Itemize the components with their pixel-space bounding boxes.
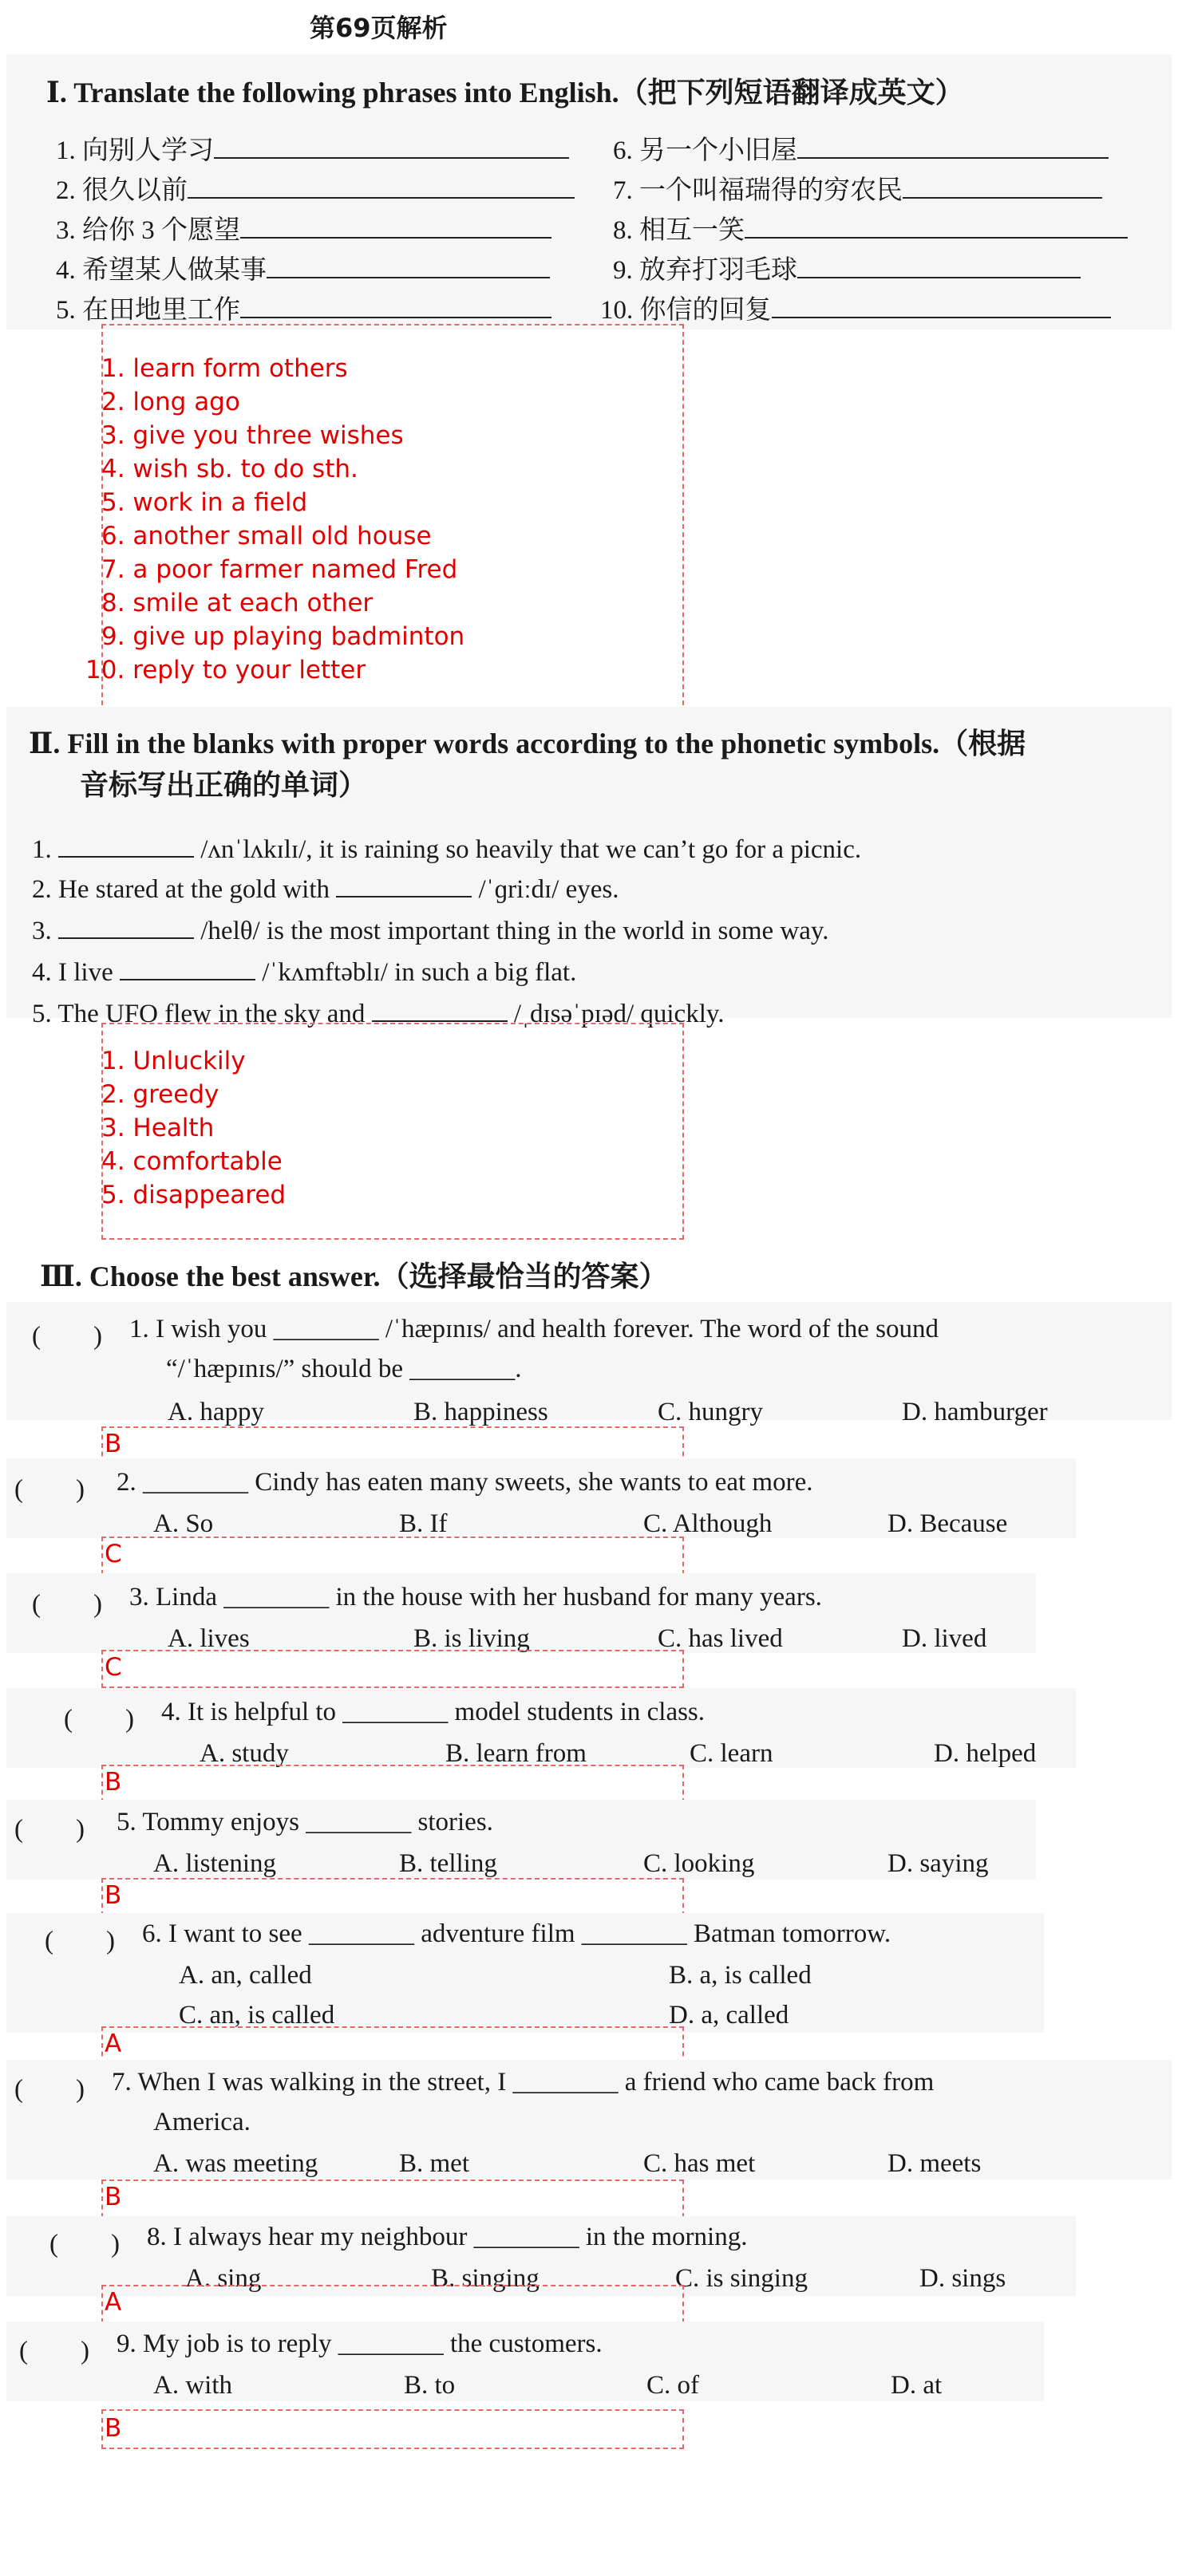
phrase-8: 8. 相互一笑 xyxy=(613,209,1128,247)
q8-answer: A xyxy=(105,2288,122,2317)
q5-option-d: D. saying xyxy=(887,1849,989,1878)
answer-1-6: 6. another small old house xyxy=(101,522,432,550)
q7-option-a: A. was meeting xyxy=(153,2149,318,2178)
q5-paren[interactable]: ( ) xyxy=(14,1815,85,1844)
q7-answer: B xyxy=(105,2183,122,2211)
q5-option-a: A. listening xyxy=(153,1849,276,1878)
q7-text-line2: America. xyxy=(153,2108,251,2136)
q8-answer-box xyxy=(101,2285,684,2323)
answer-2-2: 2. greedy xyxy=(101,1080,219,1109)
answer-1-5: 5. work in a field xyxy=(101,488,308,517)
q4-option-b: B. learn from xyxy=(445,1739,587,1768)
q3-option-b: B. is living xyxy=(413,1624,530,1653)
q9-text: 9. My job is to reply ________ the customers. xyxy=(117,2329,603,2358)
q7-paren[interactable]: ( ) xyxy=(14,2075,85,2104)
section2-heading-line2: 音标写出正确的单词） xyxy=(80,769,368,801)
phrase-9: 9. 放弃打羽毛球 xyxy=(613,249,1081,286)
q6-option-b: B. a, is called xyxy=(669,1961,812,1990)
section3-heading: Ⅲ. Choose the best answer.（选择最恰当的答案） xyxy=(40,1260,668,1292)
q1-text-line2: “/ˈhæpɪnɪs/” should be ________. xyxy=(166,1355,522,1383)
section2-heading-line1: Ⅱ. Fill in the blanks with proper words according to the phonetic symbols.（根据 xyxy=(29,728,1026,759)
q3-option-a: A. lives xyxy=(168,1624,250,1653)
q9-option-a: A. with xyxy=(153,2371,232,2400)
q1-option-d: D. hamburger xyxy=(902,1398,1048,1426)
q5-answer-box xyxy=(101,1878,684,1916)
q5-text: 5. Tommy enjoys ________ stories. xyxy=(117,1808,493,1836)
answer-2-3: 3. Health xyxy=(101,1114,215,1142)
q6-answer: A xyxy=(105,2030,122,2058)
q8-option-d: D. sings xyxy=(919,2264,1006,2293)
q5-option-b: B. telling xyxy=(399,1849,497,1878)
answer-1-8: 8. smile at each other xyxy=(101,589,374,617)
q8-text: 8. I always hear my neighbour ________ in the morning. xyxy=(147,2223,748,2251)
phrase-2: 2. 很久以前 xyxy=(56,169,575,207)
answer-2-5: 5. disappeared xyxy=(101,1181,287,1209)
q6-answer-box xyxy=(101,2026,684,2065)
q8-option-a: A. sing xyxy=(185,2264,262,2293)
q8-paren[interactable]: ( ) xyxy=(49,2230,120,2258)
q7-option-b: B. met xyxy=(399,2149,469,2178)
q2-option-c: C. Although xyxy=(643,1509,773,1538)
q3-answer-box xyxy=(101,1650,684,1688)
answer-1-4: 4. wish sb. to do sth. xyxy=(101,455,358,483)
q2-text: 2. ________ Cindy has eaten many sweets, she wants to eat more. xyxy=(117,1468,813,1497)
q6-paren[interactable]: ( ) xyxy=(45,1927,115,1955)
phrase-1: 1. 向别人学习 xyxy=(56,129,569,167)
q2-answer: C xyxy=(105,1540,122,1568)
q4-answer-box xyxy=(101,1765,684,1803)
answer-1-3: 3. give you three wishes xyxy=(101,421,404,450)
q9-answer-box xyxy=(101,2409,684,2449)
phrase-6: 6. 另一个小旧屋 xyxy=(613,129,1109,167)
phrase-5: 5. 在田地里工作 xyxy=(56,289,551,326)
answer-1-1: 1. learn form others xyxy=(101,354,348,383)
q4-option-a: A. study xyxy=(200,1739,289,1768)
q7-option-d: D. meets xyxy=(887,2149,982,2178)
answer-1-7: 7. a poor farmer named Fred xyxy=(101,555,458,584)
q6-option-c: C. an, is called xyxy=(179,2001,335,2030)
q3-option-c: C. has lived xyxy=(658,1624,783,1653)
fill-item-3: 3. /helθ/ is the most important thing in the world in some way. xyxy=(32,911,829,946)
q1-paren[interactable]: ( ) xyxy=(32,1322,102,1351)
q6-option-a: A. an, called xyxy=(179,1961,312,1990)
answer-1-2: 2. long ago xyxy=(101,388,240,416)
q8-option-c: C. is singing xyxy=(675,2264,808,2293)
q3-text: 3. Linda ________ in the house with her husband for many years. xyxy=(129,1583,822,1611)
q3-answer: C xyxy=(105,1653,122,1682)
q9-option-d: D. at xyxy=(891,2371,943,2400)
q7-option-c: C. has met xyxy=(643,2149,756,2178)
q4-answer: B xyxy=(105,1768,122,1797)
answer-2-4: 4. comfortable xyxy=(101,1147,283,1176)
q5-option-c: C. looking xyxy=(643,1849,755,1878)
fill-item-5: 5. The UFO flew in the sky and /ˌdɪsəˈpɪəd/ quickly. xyxy=(32,994,724,1029)
fill-item-4: 4. I live /ˈkʌmftəblɪ/ in such a big flat. xyxy=(32,953,576,988)
q9-option-b: B. to xyxy=(404,2371,456,2400)
q4-option-c: C. learn xyxy=(690,1739,773,1768)
q6-option-d: D. a, called xyxy=(669,2001,789,2030)
fill-item-1: 1. /ʌnˈlʌkɪlɪ/, it is raining so heavily that we can’t go for a picnic. xyxy=(32,830,861,865)
answer-2-1: 1. Unluckily xyxy=(101,1047,246,1075)
q8-option-b: B. singing xyxy=(431,2264,540,2293)
section1-heading: Ⅰ. Translate the following phrases into English.（把下列短语翻译成英文） xyxy=(46,77,964,108)
q2-option-b: B. If xyxy=(399,1509,448,1538)
q4-paren[interactable]: ( ) xyxy=(64,1705,134,1734)
q7-text: 7. When I was walking in the street, I ________ a friend who came back from xyxy=(112,2068,935,2097)
q1-option-b: B. happiness xyxy=(413,1398,548,1426)
q9-option-c: C. of xyxy=(646,2371,699,2400)
q9-paren[interactable]: ( ) xyxy=(19,2337,89,2365)
q2-paren[interactable]: ( ) xyxy=(14,1475,85,1504)
phrase-10: 10. 你信的回复 xyxy=(600,289,1111,326)
q3-paren[interactable]: ( ) xyxy=(32,1590,102,1619)
q6-text: 6. I want to see ________ adventure film ________ Batman tomorrow. xyxy=(142,1919,891,1948)
fill-item-2: 2. He stared at the gold with /ˈɡriːdɪ/ eyes. xyxy=(32,870,619,905)
q3-option-d: D. lived xyxy=(902,1624,987,1653)
q1-text: 1. I wish you ________ /ˈhæpɪnɪs/ and health forever. The word of the sound xyxy=(129,1315,939,1343)
phrase-4: 4. 希望某人做某事 xyxy=(56,249,550,286)
phrase-7: 7. 一个叫福瑞得的穷农民 xyxy=(613,169,1102,207)
answer-1-9: 9. give up playing badminton xyxy=(101,622,465,651)
q4-text: 4. It is helpful to ________ model students in class. xyxy=(161,1698,706,1726)
q2-option-d: D. Because xyxy=(887,1509,1008,1538)
q9-answer: B xyxy=(105,2414,122,2443)
answer-1-10: 10. reply to your letter xyxy=(85,656,366,684)
page-title: 第69页解析 xyxy=(310,13,448,43)
q7-answer-box xyxy=(101,2180,684,2218)
q1-option-a: A. happy xyxy=(168,1398,264,1426)
q5-answer: B xyxy=(105,1881,122,1910)
q1-option-c: C. hungry xyxy=(658,1398,763,1426)
q2-option-a: A. So xyxy=(153,1509,214,1538)
q4-option-d: D. helped xyxy=(934,1739,1037,1768)
phrase-3: 3. 给你 3 个愿望 xyxy=(56,209,551,247)
q1-answer: B xyxy=(105,1430,122,1458)
q2-answer-box xyxy=(101,1537,684,1575)
